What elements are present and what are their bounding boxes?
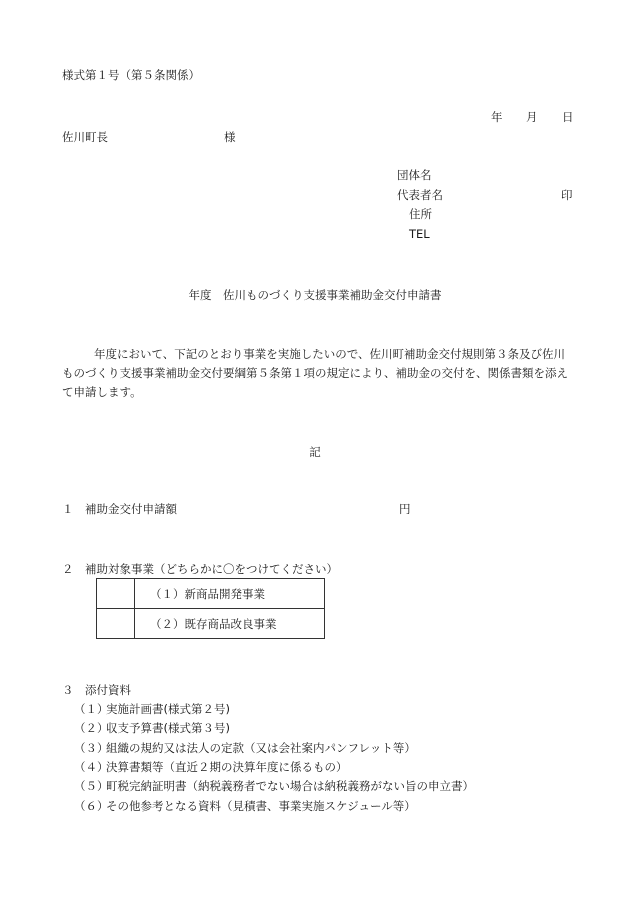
ki-heading: 記	[309, 445, 321, 459]
applicant-address-label: 住所	[409, 207, 432, 221]
document-title: 年度 佐川ものづくり支援事業補助金交付申請書	[188, 288, 442, 302]
attachment-number: （２）	[74, 721, 109, 735]
attachment-number: （１）	[74, 702, 109, 716]
form-number: 様式第１号（第５条関係）	[62, 68, 200, 82]
attachment-text: その他参考となる資料（見積書、事業実施スケジュール等）	[106, 799, 416, 813]
yen-unit: 円	[399, 502, 411, 516]
body-text: 年度において、下記のとおり事業を実施したいので、佐川町補助金交付規則第３条及び佐川ものづくり支援事業補助金交付要綱第５条第１項の規定により、補助金の交付を、関係書類を添えて申請します。	[62, 347, 568, 399]
honorific: 様	[224, 130, 236, 144]
choice-label-1: （１）新商品開発事業	[135, 579, 325, 609]
attachment-number: （４）	[74, 760, 109, 774]
attachment-number: （３）	[74, 741, 109, 755]
section2-label: ２ 補助対象事業（どちらかに〇をつけてください）	[62, 562, 338, 576]
table-row	[97, 579, 325, 609]
attachment-text: 決算書類等（直近２期の決算年度に係るもの）	[106, 760, 348, 774]
applicant-rep-label: 代表者名	[397, 188, 443, 202]
applicant-tel-label: TEL	[409, 227, 430, 241]
table-row	[97, 609, 325, 639]
applicant-org-label: 団体名	[397, 168, 432, 182]
attachment-item	[74, 742, 416, 756]
attachment-number: （６）	[74, 799, 109, 813]
date-day: 日	[562, 110, 574, 124]
attachment-text: 収支予算書(様式第３号)	[106, 721, 230, 735]
attachment-item	[74, 722, 230, 736]
attachment-item	[74, 800, 416, 814]
choice-mark-cell-1[interactable]	[97, 579, 135, 609]
attachment-text: 組織の規約又は法人の定款（又は会社案内パンフレット等）	[106, 741, 416, 755]
choice-label-2: （２）既存商品改良事業	[135, 609, 325, 639]
addressee: 佐川町長	[62, 130, 108, 144]
date-month: 月	[526, 110, 538, 124]
date-year: 年	[491, 110, 503, 124]
section3-label: ３ 添付資料	[62, 683, 131, 697]
attachment-text: 実施計画書(様式第２号)	[106, 702, 230, 716]
subsidy-type-table	[96, 578, 325, 639]
section1-label: １ 補助金交付申請額	[62, 502, 177, 516]
attachment-item	[74, 703, 230, 717]
choice-mark-cell-2[interactable]	[97, 609, 135, 639]
attachment-item	[74, 761, 348, 775]
attachment-item	[74, 780, 474, 794]
attachment-number: （５）	[74, 779, 109, 793]
seal-label: 印	[561, 188, 573, 202]
attachment-text: 町税完納証明書（納税義務者でない場合は納税義務がない旨の申立書）	[106, 779, 474, 793]
